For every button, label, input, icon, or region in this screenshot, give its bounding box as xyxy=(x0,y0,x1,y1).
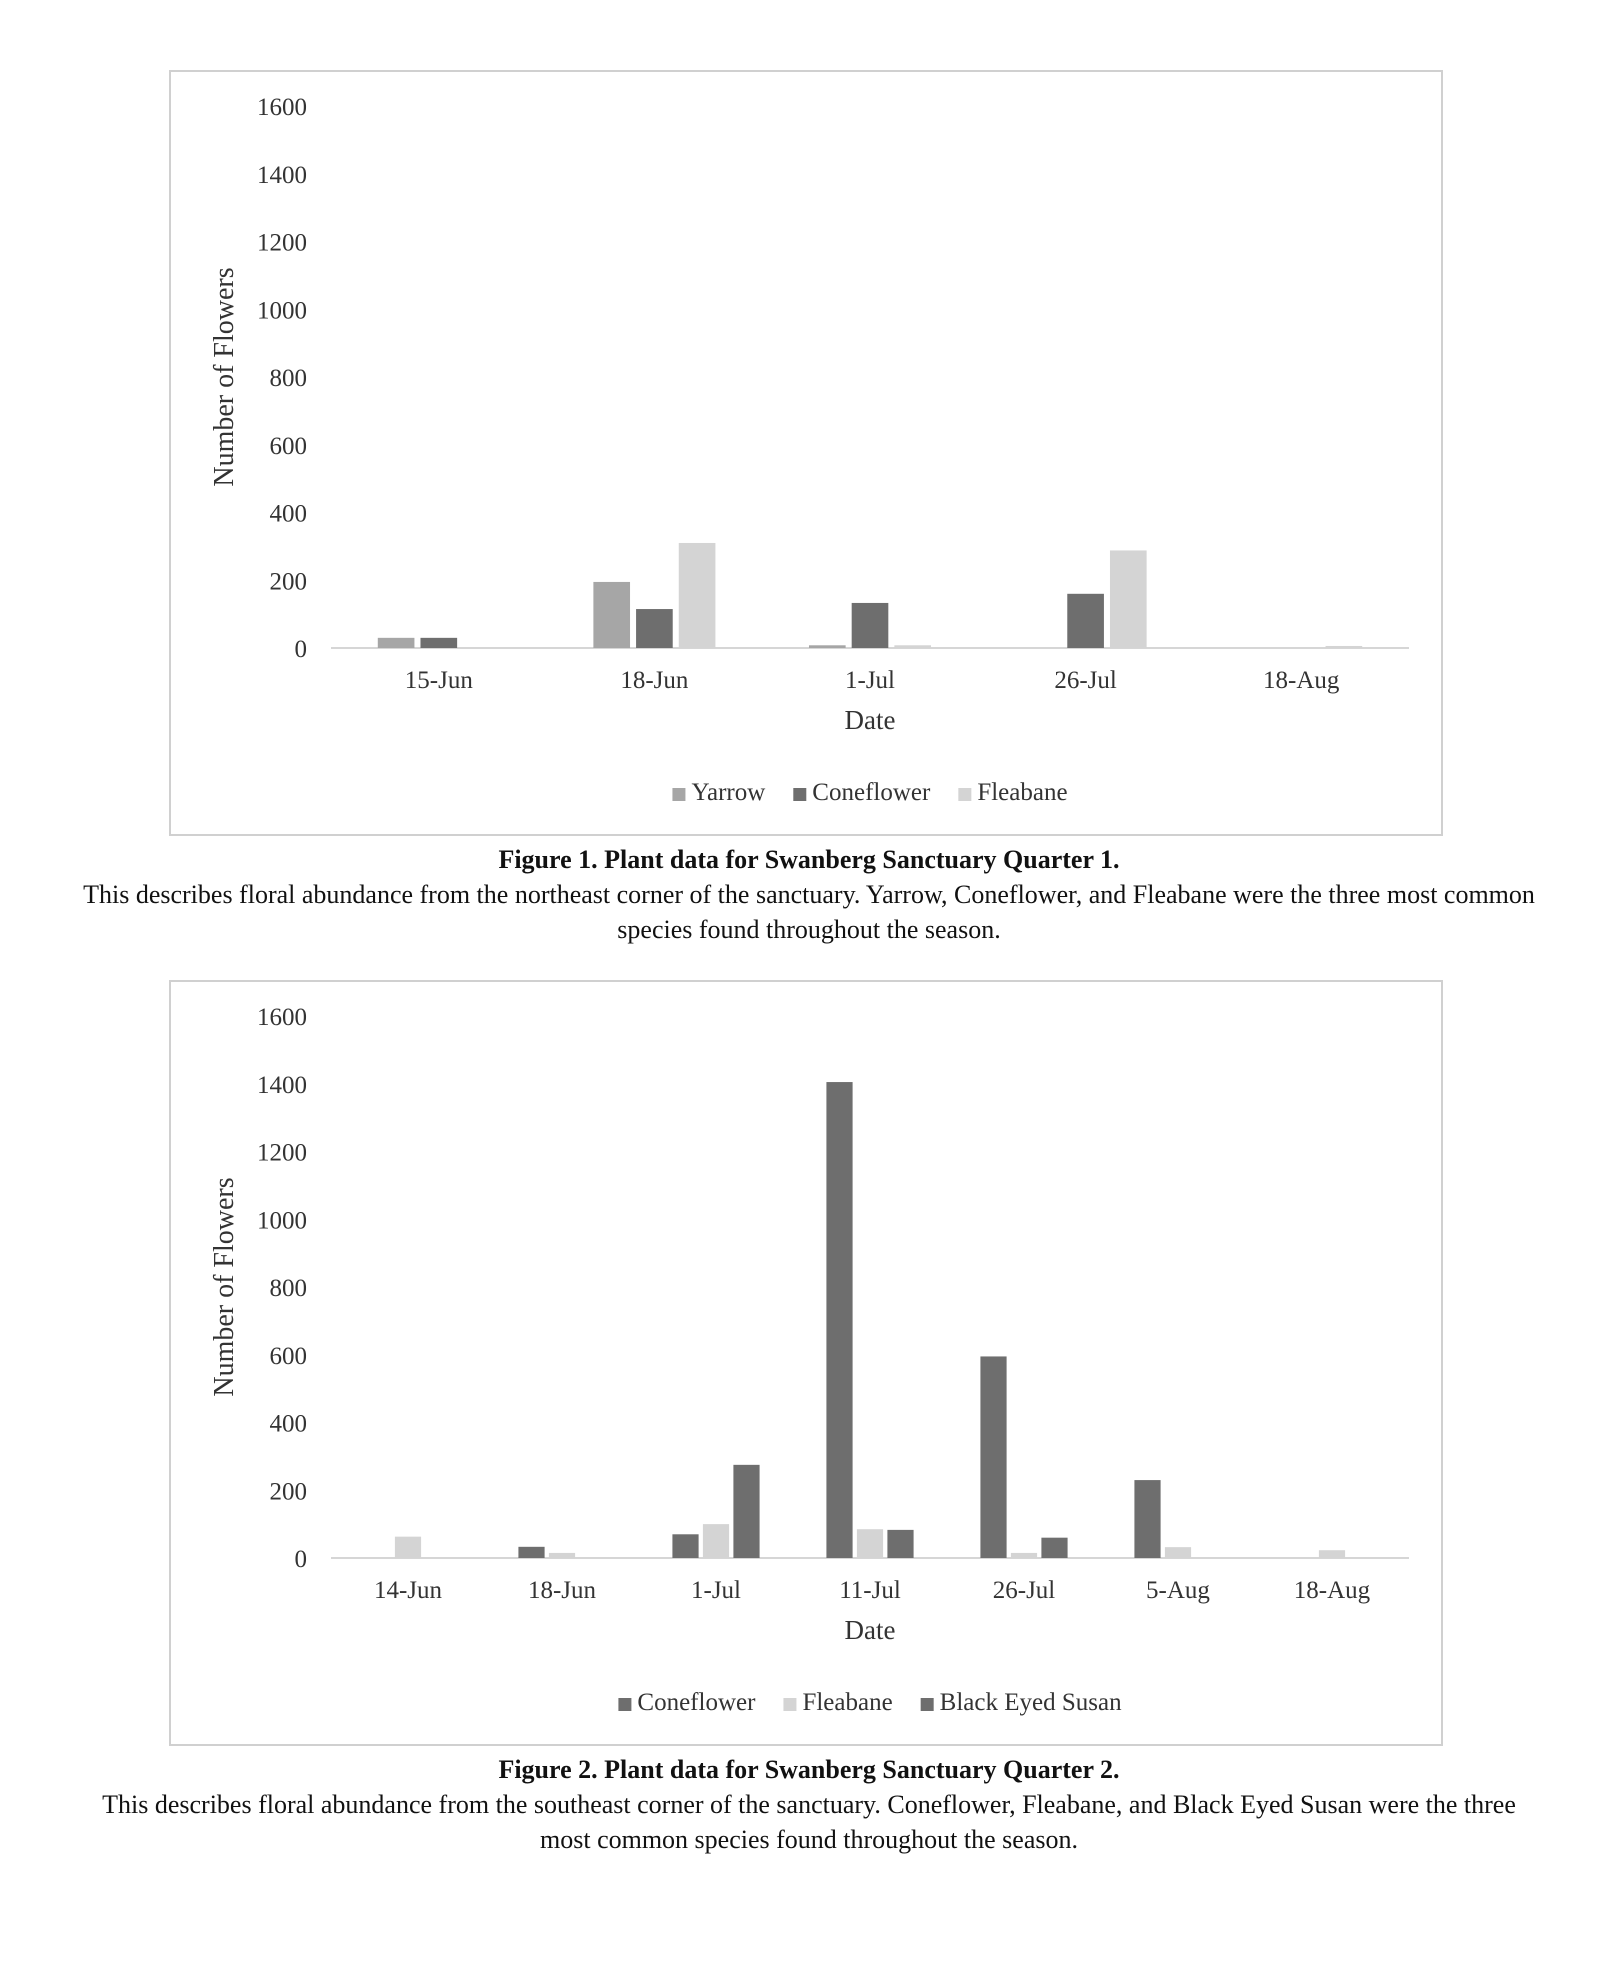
bar-coneflower xyxy=(1134,1480,1160,1558)
x-tick-label: 18-Aug xyxy=(1263,667,1340,694)
x-tick-label: 1-Jul xyxy=(845,667,895,694)
x-tick-label: 11-Jul xyxy=(839,1577,901,1604)
x-tick-label: 26-Jul xyxy=(1054,667,1117,694)
y-tick-label: 0 xyxy=(294,1546,307,1573)
legend-label: Yarrow xyxy=(691,779,766,806)
bar-coneflower xyxy=(636,609,673,648)
legend-item xyxy=(618,1689,756,1716)
y-tick-label: 0 xyxy=(294,636,307,663)
figure-2-chart xyxy=(169,980,1443,1746)
figure-2-caption xyxy=(80,1752,1538,1857)
figure-1-plot xyxy=(171,72,1445,838)
figure-1-chart xyxy=(169,70,1443,836)
bar-yarrow xyxy=(809,645,846,648)
legend-swatch xyxy=(783,1698,796,1711)
x-tick-label: 18-Jun xyxy=(620,667,689,694)
bar-black-eyed-susan xyxy=(733,1465,759,1558)
bar-coneflower xyxy=(852,603,889,648)
x-tick-label: 14-Jun xyxy=(373,1577,443,1604)
y-tick-label: 600 xyxy=(269,1342,307,1370)
y-tick-label: 400 xyxy=(269,500,307,528)
bar-coneflower xyxy=(672,1534,698,1558)
bar-fleabane xyxy=(549,1553,575,1558)
legend-label: Coneflower xyxy=(812,779,931,806)
x-tick-label: 18-Aug xyxy=(1293,1577,1371,1604)
legend-label: Coneflower xyxy=(637,1689,756,1716)
x-tick-label: 5-Aug xyxy=(1146,1577,1210,1604)
bar-coneflower xyxy=(518,1547,544,1558)
bar-fleabane xyxy=(395,1537,421,1558)
bar-fleabane xyxy=(1110,550,1147,648)
y-tick-label: 1000 xyxy=(257,1207,307,1235)
bar-coneflower xyxy=(980,1356,1006,1558)
y-tick-label: 1400 xyxy=(257,161,307,189)
x-axis-title: Date xyxy=(844,705,896,735)
y-tick-label: 1000 xyxy=(257,297,307,325)
y-tick-label: 200 xyxy=(269,1478,307,1506)
bar-fleabane xyxy=(1165,1547,1191,1558)
bar-black-eyed-susan xyxy=(887,1530,913,1558)
legend-swatch xyxy=(921,1698,934,1711)
figure-1-caption-description: This describes floral abundance from the northeast corner of the sanctuary. Yarrow, Coneflower, and Fleabane were the three most common species found throughout the season. xyxy=(83,880,1535,944)
figure-1-caption-title: Figure 1. Plant data for Swanberg Sanctuary Quarter 1. xyxy=(498,845,1120,874)
bar-fleabane xyxy=(894,645,931,648)
y-tick-label: 200 xyxy=(269,568,307,596)
legend-item xyxy=(958,779,1067,806)
x-tick-label: 1-Jul xyxy=(691,1577,741,1604)
bar-yarrow xyxy=(378,638,415,648)
legend-swatch xyxy=(958,788,971,801)
legend-item xyxy=(793,779,931,806)
bar-fleabane xyxy=(1319,1550,1345,1558)
bar-fleabane xyxy=(679,543,716,648)
legend-swatch xyxy=(793,788,806,801)
legend-item xyxy=(672,779,765,806)
y-tick-label: 1200 xyxy=(257,229,307,257)
bar-coneflower xyxy=(420,638,457,648)
bar-coneflower xyxy=(1067,594,1104,648)
x-tick-label: 26-Jul xyxy=(992,1577,1056,1604)
legend-label: Black Eyed Susan xyxy=(939,1689,1122,1716)
y-axis-title: Number of Flowers xyxy=(209,267,240,487)
x-tick-label: 15-Jun xyxy=(404,667,473,694)
bar-fleabane xyxy=(703,1524,729,1558)
y-tick-label: 600 xyxy=(269,432,307,460)
y-tick-label: 1200 xyxy=(257,1139,307,1167)
y-tick-label: 400 xyxy=(269,1410,307,1438)
x-axis-title: Date xyxy=(844,1615,896,1645)
bar-coneflower xyxy=(826,1082,852,1558)
y-tick-label: 800 xyxy=(269,365,307,392)
legend-item xyxy=(783,1689,892,1716)
bar-fleabane xyxy=(857,1529,883,1558)
figure-1-caption xyxy=(80,842,1538,947)
legend-swatch xyxy=(618,1698,631,1711)
x-tick-label: 18-Jun xyxy=(527,1577,597,1604)
figure-2-caption-title: Figure 2. Plant data for Swanberg Sanctuary Quarter 2. xyxy=(498,1755,1120,1784)
bar-yarrow xyxy=(593,582,630,648)
bar-fleabane xyxy=(1011,1553,1037,1558)
bar-black-eyed-susan xyxy=(1041,1538,1067,1558)
y-tick-label: 1400 xyxy=(257,1071,307,1099)
bar-fleabane xyxy=(1326,646,1363,648)
y-tick-label: 800 xyxy=(269,1275,307,1302)
figure-2-caption-description: This describes floral abundance from the southeast corner of the sanctuary. Coneflower, Fleabane, and Black Eyed Susan were the three most common species found throughout the season. xyxy=(102,1790,1516,1854)
legend-swatch xyxy=(672,788,685,801)
figure-2-plot xyxy=(171,982,1445,1748)
y-tick-label: 1600 xyxy=(257,94,307,121)
legend-item xyxy=(921,1689,1122,1716)
y-tick-label: 1600 xyxy=(257,1004,307,1031)
y-axis-title: Number of Flowers xyxy=(209,1177,240,1397)
legend-label: Fleabane xyxy=(802,1689,893,1716)
legend-label: Fleabane xyxy=(977,779,1068,806)
